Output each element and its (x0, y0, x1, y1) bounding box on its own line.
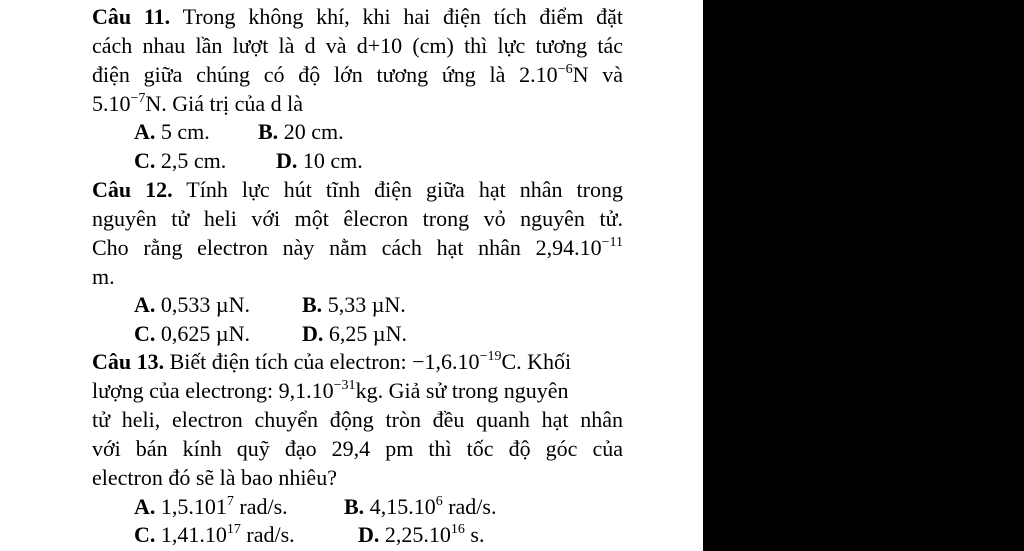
question-12-option-c: C. 0,625 µN. (134, 321, 250, 346)
question-13-line-4: với bán kính quỹ đạo 29,4 pm thì tốc độ góc của (92, 436, 623, 461)
question-12-line-4: m. (92, 264, 115, 289)
question-11-line-1: Câu 11. Trong không khí, khi hai điện tích điểm đặt (92, 4, 624, 29)
question-12-line-2: nguyên tử heli với một êlecron trong vỏ nguyên tử. (92, 206, 623, 231)
question-11-option-c: C. 2,5 cm. (134, 148, 227, 173)
question-13-option-c: C. 1,41.10$^{17}$ rad/s. (134, 521, 295, 547)
question-11-line-3: điện giữa chúng có độ lớn tương ứng là $2.10^{-6}N$ và (92, 61, 623, 87)
question-11-line-4: $5.10^{-7}N$. Giá trị của d là (92, 90, 304, 116)
question-12-option-b: B. 5,33 µN. (302, 292, 406, 317)
question-13-label: Câu 13. (92, 349, 165, 374)
question-11-line-2: cách nhau lần lượt là d và d+10 (cm) thì lực tương tác (92, 33, 623, 58)
question-13-line-2: lượng của electrong: $9,1.10^{-31}kg$. Giả sử trong nguyên (92, 377, 569, 403)
question-12-option-d: D. 6,25 µN. (302, 321, 407, 346)
question-11-option-b: B. 20 cm. (258, 119, 344, 144)
question-13-option-b: B. 4,15.10$^6$ rad/s. (344, 493, 497, 519)
question-12-option-a: A. 0,533 µN. (134, 292, 250, 317)
question-13-line-3: tử heli, electron chuyển động tròn đều quanh hạt nhân (92, 407, 623, 432)
question-13-option-d: D. 2,25.10$^{16}$ s. (358, 521, 485, 547)
question-11-option-d: D. 10 cm. (276, 148, 363, 173)
question-13-line-1: Câu 13. Biết điện tích của electron: $-1,6.10^{-19}C$. Khối (92, 348, 572, 374)
question-11-label: Câu 11. (92, 4, 171, 29)
question-12-line-1: Câu 12. Tính lực hút tĩnh điện giữa hạt nhân trong (92, 177, 623, 202)
question-13-option-a: A. 1,5.101$^7$ rad/s. (134, 493, 288, 519)
question-13-line-5: electron đó sẽ là bao nhiêu? (92, 465, 337, 490)
black-side-panel (703, 0, 1024, 551)
question-12-line-3: Cho rằng electron này nằm cách hạt nhân $2,94.10^{-11}$ (92, 234, 623, 260)
question-11-option-a: A. 5 cm. (134, 119, 210, 144)
question-12-label: Câu 12. (92, 177, 173, 202)
